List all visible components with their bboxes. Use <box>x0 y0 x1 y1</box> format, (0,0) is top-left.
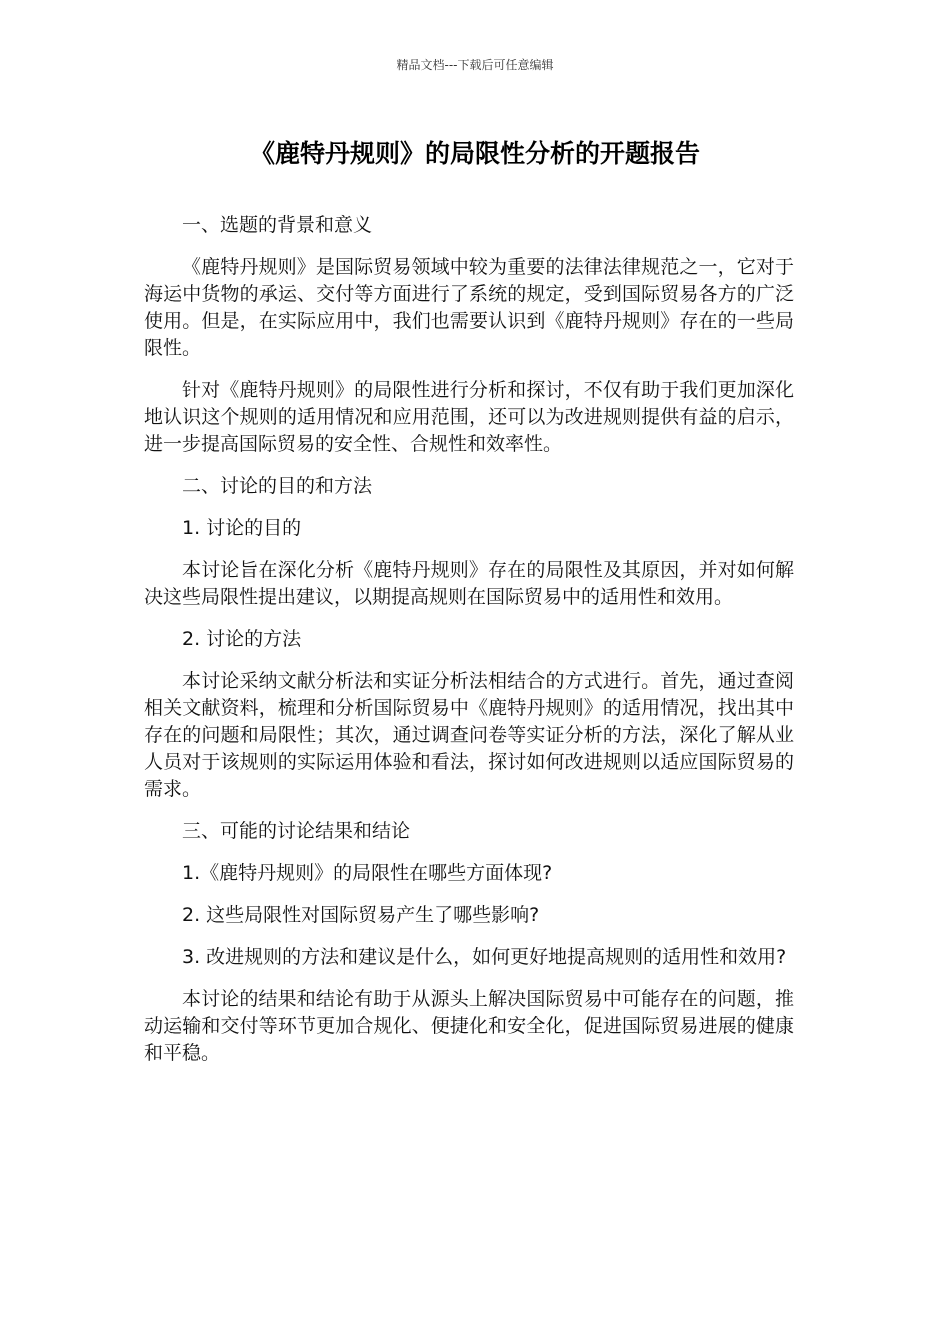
subheading-purpose: 1. 讨论的目的 <box>182 517 302 539</box>
paragraph-conclusion: 本讨论的结果和结论有助于从源头上解决国际贸易中可能存在的问题，推动运输和交付等环节更加合规化、便捷化和安全化，促进国际贸易进展的健康和平稳。 <box>144 988 794 1064</box>
document-body <box>144 212 794 1082</box>
result-question-1: 1.《鹿特丹规则》的局限性在哪些方面体现? <box>182 862 553 884</box>
document-title: 《鹿特丹规则》的局限性分析的开题报告 <box>249 139 700 168</box>
page-header: 精品文档---下载后可任意编辑 <box>396 58 554 72</box>
subheading-method: 2. 讨论的方法 <box>182 628 302 650</box>
paragraph-purpose: 本讨论旨在深化分析《鹿特丹规则》存在的局限性及其原因，并对如何解决这些局限性提出建议，以期提高规则在国际贸易中的适用性和效用。 <box>144 559 794 608</box>
result-question-2: 2. 这些局限性对国际贸易产生了哪些影响? <box>182 904 540 926</box>
result-question-3: 3. 改进规则的方法和建议是什么，如何更好地提高规则的适用性和效用? <box>182 946 787 968</box>
section-heading-background: 一、选题的背景和意义 <box>182 214 373 236</box>
paragraph-background-2: 针对《鹿特丹规则》的局限性进行分析和探讨，不仅有助于我们更加深化地认识这个规则的适用情况和应用范围，还可以为改进规则提供有益的启示，进一步提高国际贸易的安全性、合规性和效率性。 <box>144 379 794 455</box>
section-heading-purpose-method: 二、讨论的目的和方法 <box>182 475 373 497</box>
section-heading-results: 三、可能的讨论结果和结论 <box>182 820 411 842</box>
paragraph-method: 本讨论采纳文献分析法和实证分析法相结合的方式进行。首先，通过查阅相关文献资料，梳理和分析国际贸易中《鹿特丹规则》的适用情况，找出其中存在的问题和局限性；其次，通过调查问卷等实证分析的方法，深化了解从业人员对于该规则的实际运用体验和看法，探讨如何改进规则以适应国际贸易的需求。 <box>144 670 794 800</box>
paragraph-background-1: 《鹿特丹规则》是国际贸易领域中较为重要的法律法律规范之一，它对于海运中货物的承运、交付等方面进行了系统的规定，受到国际贸易各方的广泛使用。但是，在实际应用中，我们也需要认识到《鹿特丹规则》存在的一些局限性。 <box>144 256 794 359</box>
